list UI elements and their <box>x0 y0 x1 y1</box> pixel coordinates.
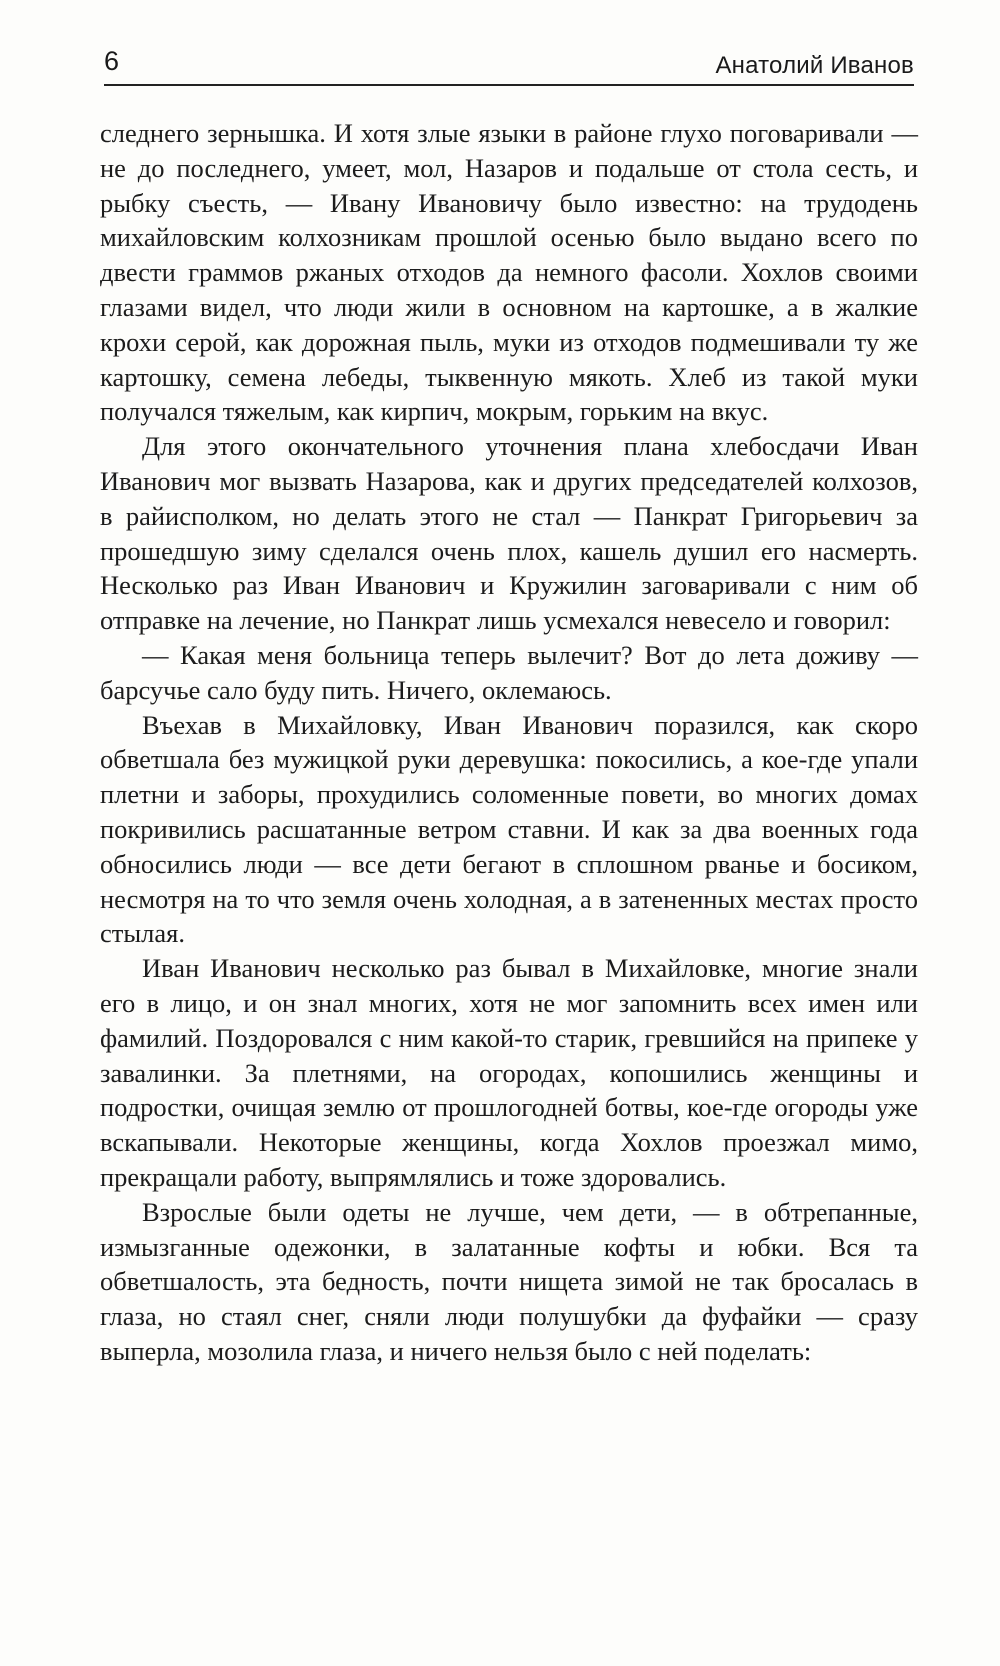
dialogue-line: — Какая меня больница теперь вылечит? Вот до лета доживу — барсучье сало буду пить. Ничего, оклемаюсь. <box>100 639 918 705</box>
body-text <box>100 116 918 1369</box>
paragraph-3: Въехав в Михайловку, Иван Иванович поразился, как скоро обветшала без мужицкой руки деревушка: покосились, а кое-где упали плетни и заборы, прохудились соломенные повети, во многих домах покривились расшатанные ветром ставни. И как за два военных года обносились люди — все дети бегают в сплошном рванье и босиком, несмотря на то что земля очень холодная, а в затененных местах просто стылая. <box>100 709 918 949</box>
page-number: 6 <box>104 46 120 76</box>
page-header <box>104 44 914 86</box>
paragraph-1: следнего зернышка. И хотя злые языки в районе глухо поговаривали — не до последнего, умеет, мол, Назаров и подальше от стола сесть, и рыбку съесть, — Ивану Ивановичу было известно: на трудодень михайловским колхозникам прошлой осенью было выдано всего по двести граммов ржаных отходов да немного фасоли. Хохлов своими глазами видел, что люди жили в основном на картошке, а в жалкие крохи серой, как дорожная пыль, муки из отходов подмешивали ту же картошку, семена лебеды, тыквенную мякоть. Хлеб из такой муки получался тяжелым, как кирпич, мокрым, горьким на вкус. <box>100 118 918 427</box>
paragraph-4: Иван Иванович несколько раз бывал в Михайловке, многие знали его в лицо, и он знал многих, хотя не мог запомнить всех имен или фамилий. Поздоровался с ним какой-то старик, гревшийся на припеке у завалинки. За плетнями, на огородах, копошились женщины и подростки, очищая землю от прошлогодней ботвы, кое-где огороды уже вскапывали. Некоторые женщины, когда Хохлов проезжал мимо, прекращали работу, выпрямлялись и тоже здоровались. <box>100 953 918 1192</box>
paragraph-2: Для этого окончательного уточнения плана хлебосдачи Иван Иванович мог вызвать Назарова, как и других председателей колхозов, в райисполком, но делать этого не стал — Панкрат Григорьевич за прошедшую зиму сделался очень плох, кашель душил его насмерть. Несколько раз Иван Иванович и Кружилин заговаривали с ним об отправке на лечение, но Панкрат лишь усмехался невесело и говорил: <box>100 431 918 636</box>
paragraph-5: Взрослые были одеты не лучше, чем дети, — в обтрепанные, измызганные одежонки, в залатанные кофты и юбки. Вся та обветшалость, эта бедность, почти нищета зимой не так бросалась в глаза, но стаял снег, сняли люди полушубки да фуфайки — сразу выперла, мозолила глаза, и ничего нельзя было с ней поделать: <box>100 1196 918 1366</box>
running-title: Анатолий Иванов <box>715 52 914 79</box>
